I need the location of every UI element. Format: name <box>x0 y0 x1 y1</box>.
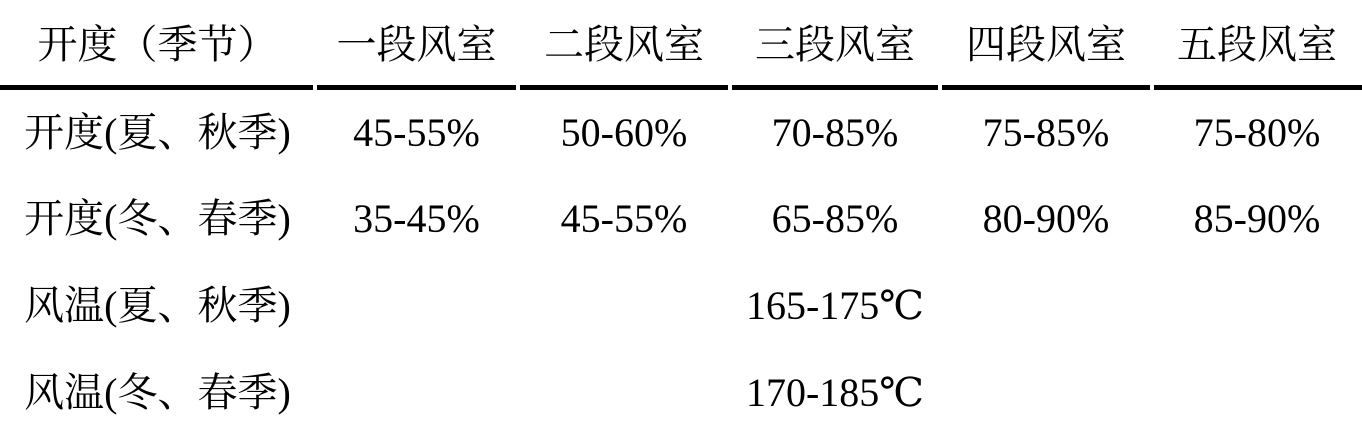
table-cell <box>940 349 1152 436</box>
table-cell: 165-175℃ <box>745 282 925 328</box>
table-cell <box>518 349 730 436</box>
table-cell: 45-55% <box>560 196 688 241</box>
table-cell <box>1152 349 1362 436</box>
table-cell: 35-45% <box>353 196 480 241</box>
table-cell <box>940 262 1152 349</box>
table-cell <box>1152 262 1362 349</box>
table-cell: 45-55% <box>353 110 480 155</box>
table-cell: 70-85% <box>771 110 899 155</box>
table-cell: 80-90% <box>982 196 1110 241</box>
column-header-chamber-3: 三段风室 <box>730 0 940 90</box>
table-cell: 75-85% <box>982 110 1110 155</box>
table-cell: 85-90% <box>1193 196 1321 241</box>
column-header-chamber-1: 一段风室 <box>315 0 518 90</box>
column-header-chamber-4: 四段风室 <box>940 0 1152 90</box>
table-cell: 170-185℃ <box>745 369 925 415</box>
column-header-opening-season: 开度（季节） <box>0 0 315 90</box>
row-label-airtemp-summer-autumn: 风温(夏、秋季) <box>24 282 291 328</box>
table-cell: 75-80% <box>1193 110 1321 155</box>
column-header-chamber-5: 五段风室 <box>1152 0 1362 90</box>
table-cell: 50-60% <box>560 110 688 155</box>
row-label-opening-summer-autumn: 开度(夏、秋季) <box>24 110 291 155</box>
row-label-opening-winter-spring: 开度(冬、春季) <box>24 196 291 241</box>
table-cell <box>518 262 730 349</box>
column-header-chamber-2: 二段风室 <box>518 0 730 90</box>
table-cell <box>315 262 518 349</box>
row-label-airtemp-winter-spring: 风温(冬、春季) <box>24 369 291 415</box>
table-cell: 65-85% <box>771 196 899 241</box>
table-cell <box>315 349 518 436</box>
